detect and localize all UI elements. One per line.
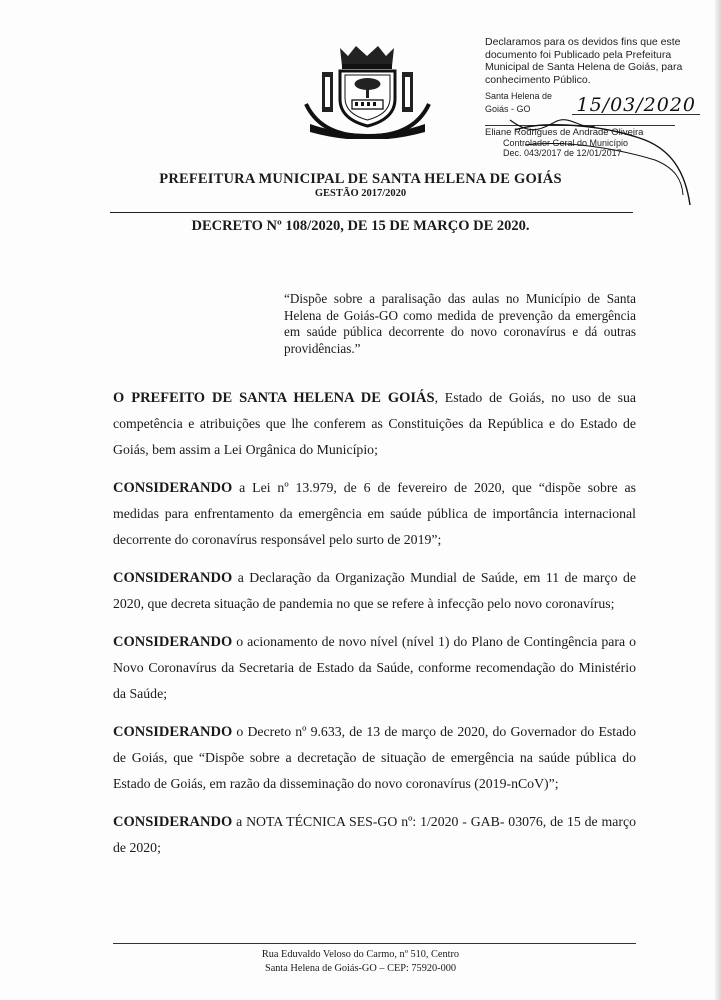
considerando-label: CONSIDERANDO [113,570,233,586]
footer-address [0,948,721,975]
page-subtitle: GESTÃO 2017/2020 [314,188,407,199]
decree-ementa: “Dispõe sobre a paralisação das aulas no Município de Santa Helena de Goiás-GO como medida de prevenção da emergência em saúde pública decorrente do novo coronavírus e dá outras providências.” [284,291,636,356]
stamp-place: Santa Helena de Goiás - GO [485,91,553,114]
footer-address-line: Santa Helena de Goiás-GO – CEP: 75920-000 [264,962,457,974]
considerando-label: CONSIDERANDO [113,634,233,650]
considerando-paragraph [113,475,636,553]
footer-divider [113,943,636,944]
considerando-paragraph [113,565,636,617]
page-title: PREFEITURA MUNICIPAL DE SANTA HELENA DE GOIÁS [159,171,562,187]
considerando-label: CONSIDERANDO [113,480,233,496]
page-edge-shadow [715,0,721,1000]
stamp-signature-block [485,125,700,158]
considerando-label: CONSIDERANDO [113,814,233,830]
considerando-paragraph [113,809,636,861]
header-divider [110,212,633,213]
considerando-text: a Declaração da Organização Mundial de Saúde, em 11 de março de 2020, que decreta situação de pandemia no que se refere à infecção pelo novo coronavírus; [113,570,636,611]
considerando-text: a Lei nº 13.979, de 6 de fevereiro de 2020, que “dispõe sobre as medidas para enfrentamento da emergência em saúde pública de importância internacional decorrente do coronavírus responsável pelo surto de 2019”; [113,480,636,547]
intro-paragraph [113,385,636,463]
considerando-text: o acionamento de novo nível (nível 1) do Plano de Contingência para o Novo Coronavírus da Secretaria de Estado da Saúde, conforme recomendação do Ministério da Saúde; [113,634,636,701]
intro-text: , Estado de Goiás, no uso de sua competência e atribuições que lhe conferem as Constituições da República e do Estado de Goiás, bem assim a Lei Orgânica do Município; [113,390,636,457]
considerando-paragraph [113,719,636,797]
considerando-text: a NOTA TÉCNICA SES-GO nº: 1/2020 - GAB- 03076, de 15 de março de 2020; [113,814,636,855]
stamp-declaration-line: Municipal de Santa Helena de Goiás, para [485,61,683,73]
stamp-place-date [485,90,700,115]
stamp-declaration-line: conhecimento Público. [485,73,591,86]
stamp-declaration-line: Declaramos para os devidos fins que este [485,36,681,48]
footer-address-line: Rua Eduvaldo Veloso do Carmo, nº 510, Centro [261,949,460,960]
decree-title: DECRETO Nº 108/2020, DE 15 DE MARÇO DE 2020. [191,218,530,234]
coat-of-arms-icon [300,44,435,139]
intro-bold: O PREFEITO DE SANTA HELENA DE GOIÁS [113,390,435,406]
stamp-declaration-line: documento foi Publicado pela Prefeitura [485,48,672,61]
signatory-decree: Dec. 043/2017 de 12/01/2017 [503,148,622,158]
publication-stamp [485,36,700,158]
signatory-role: Controlador Geral do Município [503,138,629,148]
considerando-label: CONSIDERANDO [113,724,233,740]
considerando-paragraph [113,629,636,707]
stamp-handwritten-date: 15/03/2020 [572,96,700,115]
decree-body [113,385,636,873]
signatory-name: Eliane Rodrigues de Andrade Oliveira [485,125,675,138]
considerando-text: o Decreto nº 9.633, de 13 de março de 2020, do Governador do Estado de Goiás, que “Dispõe sobre a decretação de situação de emergência na saúde pública do Estado de Goiás, em razão da disseminação do novo coronavírus (2019-nCoV)”; [113,724,636,791]
